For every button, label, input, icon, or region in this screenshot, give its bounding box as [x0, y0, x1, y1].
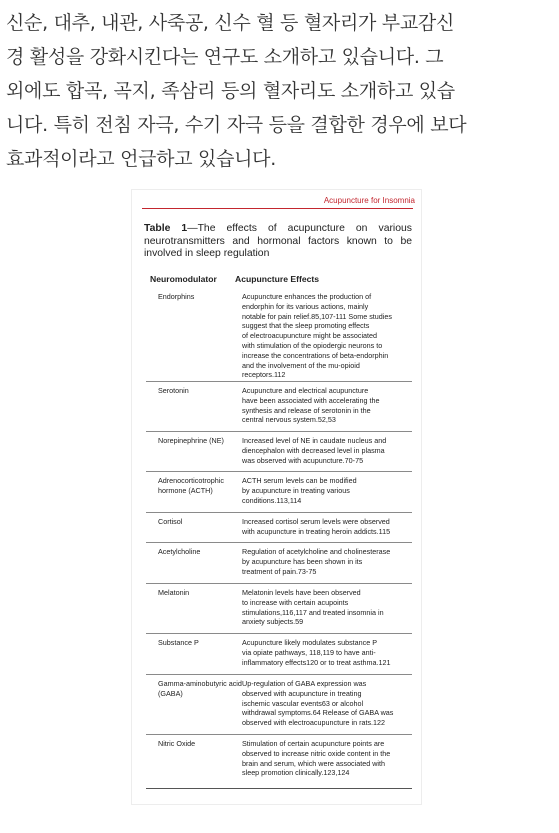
effects-line: observed with electroacupuncture in rats.122 — [242, 718, 386, 728]
row-modulator: Melatonin — [158, 588, 190, 597]
effects-line: with acupuncture in treating heroin addicts.115 — [242, 526, 391, 536]
row-modulator: Gamma-aminobutyric acid (GABA) — [158, 679, 242, 698]
row-effects — [242, 476, 410, 505]
effects-line: endorphin for its various actions, mainly — [242, 301, 369, 311]
effects-line: observed with acupuncture in treating — [242, 688, 362, 698]
row-modulator: Substance P — [158, 638, 199, 647]
row-effects — [242, 679, 410, 728]
table-figure-image — [131, 189, 422, 805]
table-caption-text: —The effects of acupuncture on various neurotransmitters and hormonal factors known to be involved in sleep regulation — [144, 223, 412, 259]
effects-line: ischemic vascular events63 or alcohol — [242, 698, 364, 708]
table-row — [146, 634, 412, 675]
row-modulator: Serotonin — [158, 386, 189, 395]
table-row — [146, 432, 412, 472]
effects-line: Increased cortisol serum levels were observed — [242, 517, 390, 526]
table-caption — [144, 223, 412, 261]
effects-line: notable for pain relief.85,107-111 Some studies — [242, 311, 392, 321]
effects-line: by acupuncture in treating various — [242, 485, 350, 495]
effects-line: withdrawal symptoms.64 Release of GABA was — [242, 708, 394, 718]
effects-line: central nervous system.52,53 — [242, 415, 336, 425]
effects-line: Melatonin levels have been observed — [242, 588, 361, 597]
table-row — [146, 584, 412, 634]
effects-line: Acupuncture enhances the production of — [242, 292, 372, 301]
row-effects — [242, 588, 410, 627]
effects-line: Stimulation of certain acupuncture points are — [242, 739, 385, 748]
effects-line: anxiety subjects.59 — [242, 617, 304, 627]
row-effects — [242, 517, 410, 537]
intro-paragraph — [6, 6, 556, 176]
intro-line: 경 활성을 강화시킨다는 연구도 소개하고 있습니다. 그 — [6, 46, 444, 68]
header-rule — [142, 208, 413, 209]
intro-line: 외에도 합곡, 곡지, 족삼리 등의 혈자리도 소개하고 있습 — [6, 80, 455, 102]
intro-line: 신순, 대추, 내관, 사죽공, 신수 혈 등 혈자리가 부교감신 — [6, 12, 455, 34]
table-row — [146, 543, 412, 584]
figure-header-title: Acupuncture for Insomnia — [323, 196, 415, 205]
row-modulator: Nitric Oxide — [158, 739, 196, 748]
effects-line: with stimulation of the opiodergic neurons to — [242, 340, 383, 350]
effects-line: have been associated with accelerating the — [242, 395, 380, 405]
row-modulator: Norepinephrine (NE) — [158, 436, 224, 445]
table-row — [146, 675, 412, 735]
effects-line: via opiate pathways, 118,119 to have anti- — [242, 647, 376, 657]
effects-line: Acupuncture likely modulates substance P — [242, 638, 378, 647]
table-row — [146, 382, 412, 432]
effects-line: suggest that the sleep promoting effects — [242, 321, 370, 331]
column-header-modulator: Neuromodulator — [150, 274, 217, 284]
effects-line: brain and serum, which were associated with — [242, 758, 386, 768]
row-effects — [242, 638, 410, 667]
row-effects — [242, 436, 410, 465]
effects-line: stimulations,116,117 and treated insomnia in — [242, 607, 384, 617]
effects-line: increase the concentrations of beta-endorphin — [242, 350, 389, 360]
effects-line: Up-regulation of GABA expression was — [242, 679, 367, 688]
effects-line: synthesis and release of serotonin in the — [242, 405, 371, 415]
effects-line: Acupuncture and electrical acupuncture — [242, 386, 369, 395]
effects-line: Increased level of NE in caudate nucleus and — [242, 436, 387, 445]
row-effects — [242, 547, 410, 576]
effects-line: treatment of pain.73-75 — [242, 566, 317, 576]
effects-line: conditions.113,114 — [242, 495, 302, 505]
effects-line: of electroacupuncture might be associated — [242, 331, 378, 341]
effects-line: inflammatory effects120 or to treat asthma.121 — [242, 657, 391, 667]
effects-line: was observed with acupuncture.70-75 — [242, 455, 364, 465]
intro-line: 효과적이라고 언급하고 있습니다. — [6, 148, 276, 170]
effects-line: ACTH serum levels can be modified — [242, 476, 357, 485]
row-modulator: Acetylcholine — [158, 547, 201, 556]
effects-line: by acupuncture has been shown in its — [242, 556, 363, 566]
table-row — [146, 472, 412, 513]
effects-line: sleep promotion clinically.123,124 — [242, 768, 350, 778]
effects-line: Regulation of acetylcholine and cholinesterase — [242, 547, 391, 556]
effects-line: to increase with certain acupoints — [242, 597, 349, 607]
table-row — [146, 288, 412, 382]
row-effects — [242, 739, 410, 778]
table-row — [146, 735, 412, 789]
table-caption-label: Table 1 — [144, 223, 188, 234]
effects-line: and the involvement of the mu-opioid — [242, 360, 360, 370]
intro-line: 니다. 특히 전침 자극, 수기 자극 등을 결합한 경우에 보다 — [6, 114, 467, 136]
row-effects — [242, 292, 410, 380]
row-modulator: Endorphins — [158, 292, 195, 301]
effects-line: observed to increase nitric oxide content in the — [242, 748, 391, 758]
row-modulator: Adrenocorticotrophic hormone (ACTH) — [158, 476, 224, 495]
effects-line: receptors.112 — [242, 370, 286, 380]
row-effects — [242, 386, 410, 425]
column-header-effects: Acupuncture Effects — [235, 274, 320, 284]
row-modulator: Cortisol — [158, 517, 183, 526]
table-body — [146, 288, 412, 789]
effects-line: diencephalon with decreased level in plasma — [242, 445, 385, 455]
table-row — [146, 513, 412, 543]
